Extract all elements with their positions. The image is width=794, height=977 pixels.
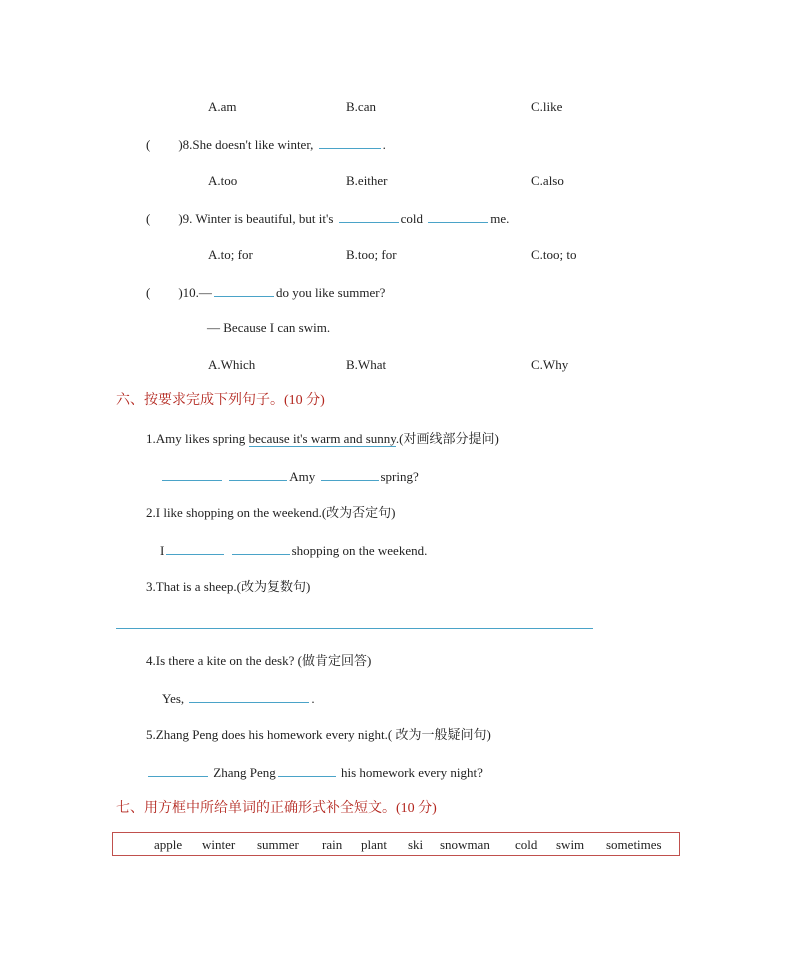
q7-option-a: A.am: [208, 99, 237, 114]
question-9: [146, 210, 509, 227]
s6-sentence-2: 2.I like shopping on the weekend.(改为否定句): [146, 505, 396, 520]
q9-blank-1[interactable]: [339, 210, 399, 223]
s6-1-before: 1.Amy likes spring: [146, 431, 246, 446]
s6-sentence-5: 5.Zhang Peng does his homework every night.( 改为一般疑问句): [146, 727, 491, 742]
s6-1-after: .(对画线部分提问): [395, 431, 499, 446]
q7-option-c: C.like: [531, 99, 563, 114]
s6-4-blank[interactable]: [189, 690, 309, 703]
q10-option-a: A.Which: [208, 357, 256, 372]
s6-4-yes: Yes,: [162, 691, 185, 706]
s6-sentence-3: 3.That is a sheep.(改为复数句): [146, 579, 311, 594]
s6-1-blank-3[interactable]: [321, 468, 379, 481]
s6-1-blank-1[interactable]: [162, 468, 222, 481]
section-7-title: 七、用方框中所给单词的正确形式补全短文。(10 分): [116, 801, 437, 816]
q10-answer-line: — Because I can swim.: [207, 320, 331, 335]
q9-option-b: B.too; for: [346, 247, 397, 262]
s6-answer-4: [162, 690, 315, 707]
q8-option-c: C.also: [531, 173, 564, 188]
s6-5-blank-1[interactable]: [148, 764, 208, 777]
s6-answer-2: [160, 542, 427, 559]
word-bank-item: snowman: [440, 837, 490, 852]
s6-sentence-4: 4.Is there a kite on the desk? (做肯定回答): [146, 653, 372, 668]
s6-5-blank-2[interactable]: [278, 764, 336, 777]
s6-answer-5: [146, 764, 483, 781]
q7-option-b: B.can: [346, 99, 376, 114]
s6-5-mid: Zhang Peng: [213, 765, 276, 780]
q9-blank-2[interactable]: [428, 210, 488, 223]
q8-option-b: B.either: [346, 173, 388, 188]
q10-option-c: C.Why: [531, 357, 569, 372]
s6-2-end: shopping on the weekend.: [291, 543, 428, 558]
answer-paren-open: (: [146, 211, 151, 226]
q8-blank[interactable]: [319, 136, 381, 149]
q8-end: .: [382, 137, 386, 152]
s6-1-blank-2[interactable]: [229, 468, 287, 481]
word-bank-item: apple: [154, 837, 183, 852]
q8-option-a: A.too: [208, 173, 238, 188]
q9-stem: )9. Winter is beautiful, but it's: [178, 211, 334, 226]
question-8: [146, 136, 386, 153]
q10-after-blank: do you like summer?: [275, 285, 386, 300]
word-bank-item: sometimes: [606, 837, 662, 852]
q10-stem: )10.—: [178, 285, 212, 300]
word-bank-item: summer: [257, 837, 299, 852]
q9-mid: cold: [400, 211, 424, 226]
word-bank-item: ski: [408, 837, 424, 852]
question-10: [146, 284, 385, 301]
word-bank-item: cold: [515, 837, 538, 852]
s6-sentence-1: [146, 431, 499, 447]
s6-1-amy: Amy: [289, 469, 316, 484]
s6-2-blank-1[interactable]: [166, 542, 224, 555]
s6-5-end: his homework every night?: [340, 765, 483, 780]
q9-option-a: A.to; for: [208, 247, 253, 262]
q10-option-b: B.What: [346, 357, 387, 372]
q10-blank[interactable]: [214, 284, 274, 297]
answer-paren-open: (: [146, 137, 151, 152]
q9-end: me.: [490, 211, 510, 226]
s6-2-i: I: [160, 543, 165, 558]
word-bank-item: rain: [322, 837, 343, 852]
section-6-title: 六、按要求完成下列句子。(10 分): [116, 393, 325, 408]
q8-stem: )8.She doesn't like winter,: [178, 137, 314, 152]
s6-3-answer-line[interactable]: [116, 628, 593, 629]
s6-4-end: .: [311, 691, 315, 706]
s6-answer-1: [160, 468, 419, 485]
s6-1-end: spring?: [380, 469, 419, 484]
s6-1-underlined: because it's warm and sunny: [248, 431, 396, 446]
word-bank-item: swim: [556, 837, 585, 852]
s6-2-blank-2[interactable]: [232, 542, 290, 555]
word-bank-box: [112, 832, 680, 856]
q9-option-c: C.too; to: [531, 247, 577, 262]
word-bank-item: winter: [202, 837, 236, 852]
word-bank-item: plant: [361, 837, 387, 852]
answer-paren-open: (: [146, 285, 151, 300]
